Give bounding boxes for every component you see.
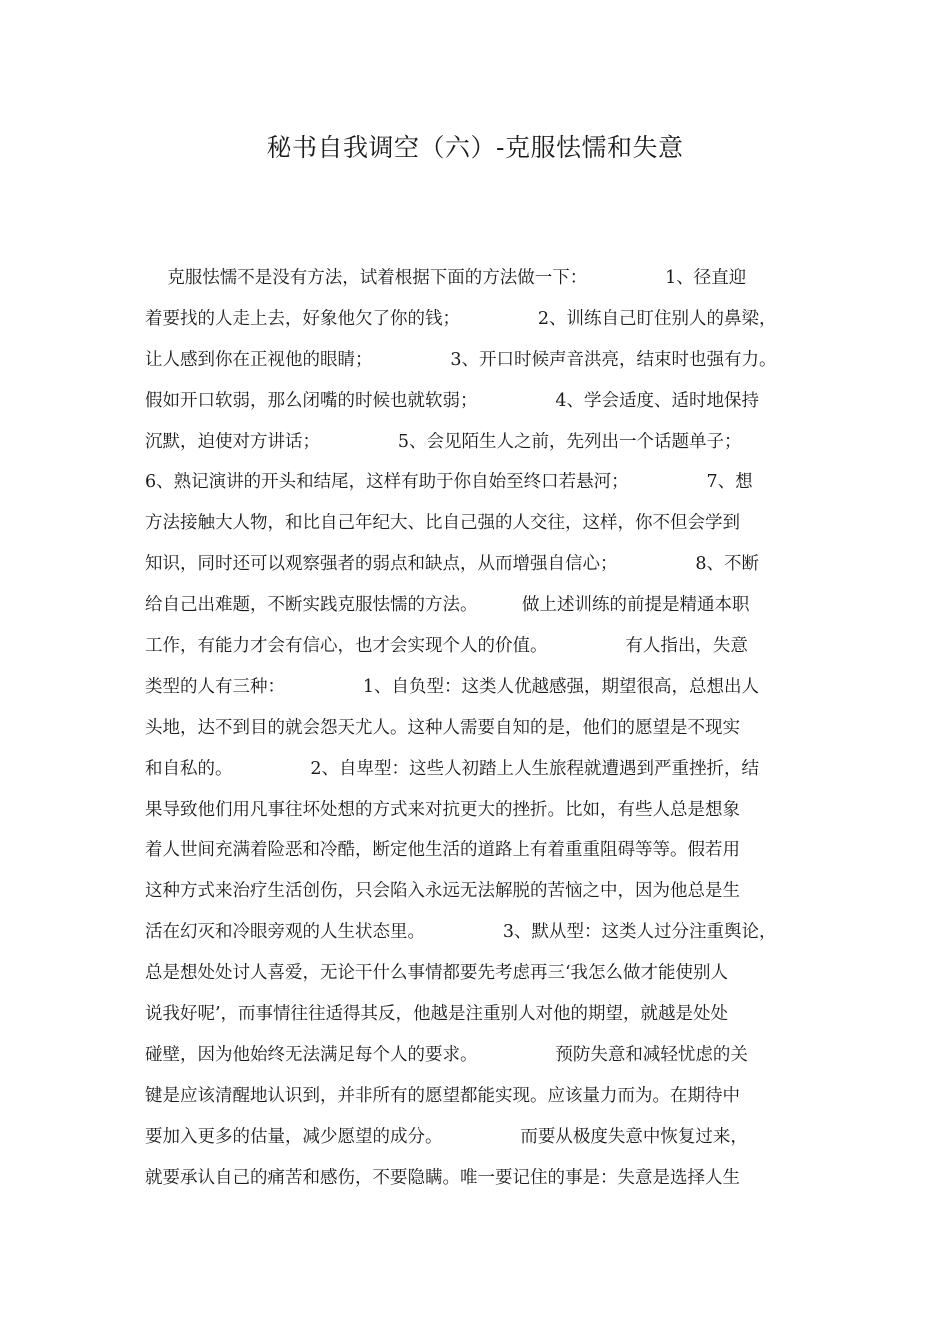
- body-line: 沉默，迫使对方讲话； 5、会见陌生人之前，先列出一个话题单子；: [145, 431, 742, 452]
- body-line: 知识，同时还可以观察强者的弱点和缺点，从而增强自信心； 8、不断: [145, 554, 760, 575]
- body-line: 着要找的人走上去，好象他欠了你的钱； 2、训练自己盯住别人的鼻梁，: [145, 308, 777, 329]
- body-line: 克服怯懦不是没有方法，试着根据下面的方法做一下： 1、径直迎: [145, 268, 747, 288]
- body-line: 这种方式来治疗生活创伤，只会陷入永远无法解脱的苦恼之中，因为他总是生: [145, 881, 740, 902]
- body-line: 就要承认自己的痛苦和感伤，不要隐瞒。唯一要记住的事是：失意是选择人生: [145, 1167, 740, 1188]
- body-line: 果导致他们用凡事往坏处想的方式来对抗更大的挫折。比如，有些人总是想象: [145, 799, 740, 820]
- body-line: 方法接触大人物，和比自己年纪大、比自己强的人交往，这样，你不但会学到: [145, 513, 740, 534]
- body-line: 活在幻灭和冷眼旁观的人生状态里。 3、默从型：这类人过分注重舆论，: [145, 922, 777, 943]
- document-title: 秘书自我调空（六）-克服怯懦和失意: [266, 133, 684, 162]
- body-line: 假如开口软弱，那么闭嘴的时候也就软弱； 4、学会适度、适时地保持: [145, 390, 760, 411]
- body-line: 类型的人有三种： 1、自负型：这类人优越感强，期望很高，总想出人: [145, 676, 760, 697]
- body-line: 头地，达不到目的就会怨天尤人。这种人需要自知的是，他们的愿望是不现实: [145, 717, 740, 738]
- body-line: 和自私的。 2、自卑型：这些人初踏上人生旅程就遭遇到严重挫折，结: [145, 758, 760, 779]
- body-line: 给自己出难题，不断实践克服怯懦的方法。 做上述训练的前提是精通本职: [145, 595, 750, 616]
- body-line: 6、熟记演讲的开头和结尾，这样有助于你自始至终口若悬河； 7、想: [145, 472, 753, 493]
- body-line: 工作，有能力才会有信心，也才会实现个人的价值。 有人指出，失意: [145, 636, 748, 657]
- body-line: 总是想处处讨人喜爱，无论干什么事情都要先考虑再三‘我怎么做才能使别人: [145, 963, 729, 984]
- document-body: [145, 258, 825, 1198]
- body-line: 着人世间充满着险恶和冷酷，断定他生活的道路上有着重重阻碍等等。假若用: [145, 840, 740, 861]
- body-line: 说我好呢’，而事情往往适得其反，他越是注重别人对他的期望，就越是处处: [145, 1004, 729, 1025]
- body-line: 要加入更多的估量，减少愿望的成分。 而要从极度失意中恢复过来，: [145, 1126, 748, 1147]
- body-line: 让人感到你在正视他的眼睛； 3、开口时候声音洪亮，结束时也强有力。: [145, 349, 777, 370]
- body-line: 碰壁，因为他始终无法满足每个人的要求。 预防失意和减轻忧虑的关: [145, 1044, 748, 1065]
- body-line: 键是应该清醒地认识到，并非所有的愿望都能实现。应该量力而为。在期待中: [145, 1085, 740, 1106]
